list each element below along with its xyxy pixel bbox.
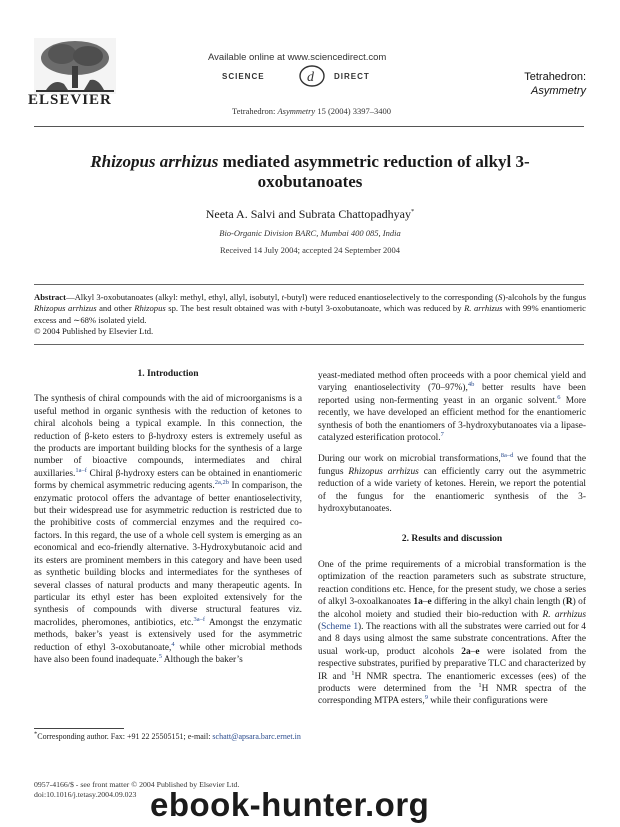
tree-icon [34,38,116,94]
journal-name: Tetrahedron: Asymmetry [524,71,586,97]
ref-link[interactable]: 2a,2b [214,479,229,487]
left-column [34,368,302,675]
abstract-top-divider [34,284,584,285]
ref-link[interactable]: 4b [467,381,475,389]
sd-right-text: DIRECT [334,72,370,81]
ref-link[interactable]: 1a–f [75,466,87,474]
body-paragraph: One of the prime requirements of a microbial transformation is the optimization of the reaction parameters such as substrate structure, reaction conditions etc. Hence, for the present study, we chose a series of alkyl 3-oxoalkanoates 1a–e differing in the alkyl chain length (R) of the alcohol moiety and studied their bio-reduction with R. arrhizus (Scheme 1). The reactions with all the substrates were carried out for 4 and 8 days using almost the same substrate concentrations. After the usual work-up, product alcohols 2a–e were isolated from the respective substrates, purified by preparative TLC and characterized by IR and $^1$H NMR spectra. The enantiomeric excesses (ees) of the products were determined from the $^1$H NMR spectra of the corresponding MTPA esters,$^9$ while their configurations were [318,559,586,707]
body-paragraph: yeast-mediated method often proceeds with a poor chemical yield and varying enantioselectivity (70–97%),$^{4b}$ better results have been reported using non-fermenting yeast in an organic solvent.$^6$ More recently, we have developed an efficient method for the enantiomeric synthesis of both the enantiomers of 3-hydroxybutanoates via a lipase-catalyzed esterification protocol.$^7$ [318,371,586,444]
ref-link[interactable]: 8a–d [500,452,514,460]
right-column [318,370,586,717]
corresponding-author-footnote: *Corresponding author. Fax: +91 22 25505151; e-mail: schatt@apsara.barc.ernet.in [34,730,301,741]
header-divider [34,126,584,127]
doi-line[interactable]: doi:10.1016/j.tetasy.2004.09.023 [34,790,137,799]
publisher-name: ELSEVIER [28,92,112,108]
sd-left-text: SCIENCE [222,72,265,81]
ref-link[interactable]: 9 [424,694,428,702]
sciencedirect-d-icon [298,64,326,88]
ref-link[interactable]: 3a–f [193,615,206,623]
citation-line: Tetrahedron: Asymmetry 15 (2004) 3397–3400 [232,106,391,116]
scheme-link[interactable]: Scheme 1 [321,621,359,632]
body-paragraph: During our work on microbial transformations,$^{8a-d}$ we found that the fungus Rhizopus arrhizus can efficiently carry out the asymmetric reduction of a wide variety of ketones. Herein, we report the potential of the fungus for the enantiomeric synthesis of the 3-hydroxybutanoates. [318,452,586,515]
section-heading-introduction: 1. Introduction [137,369,199,379]
article-title: Rhizopus arrhizus mediated asymmetric reduction of alkyl 3-oxobutanoates [90,152,530,191]
intro-paragraph: The synthesis of chiral compounds with the aid of microorganisms is a useful method in organic synthesis with the reduction of ketones to chiral alcohols being a typical example. In this connection, the reduction of β-keto esters to β-hydroxy esters is extremely useful as the products are important building blocks for the synthesis of a large number of bioactive compounds, intermediates and chiral auxillaries.$^{1a-f}$ Chiral β-hydroxy esters can be obtained in enantiomeric forms by chemical asymmetric reducing agents.$^{2a,2b}$ In comparison, the enzymatic protocol offers the advantage of better enantioselectivity, but their widespread use for asymmetric reduction is restricted due to the prohibitive costs of commercial enzymes and the required co-factors. In this regard, the use of a whole cell system is emerging as an economical and eco-friendly alternative. 3-Hydroxybutanoic acid and its esters are prominent members in this category and have been used as synthetic building blocks and intermediates for the syntheses of several classes of natural products and many therapeutic agents. In particular its ethyl ester has been exploited extensively for the synthesis of compounds with diverse structural features viz. macrolides, pheromones, antibiotics, etc.$^{3a-f}$ Amongst the enzymatic methods, baker’s yeast is extensively used for the asymmetric reduction of ethyl 3-oxobutanoate,$^4$ while other microbial methods have also been found inadequate.$^5$ Although the baker’s [34,394,302,665]
copyright: © 2004 Published by Elsevier Ltd. [34,325,154,336]
ref-link[interactable]: 5 [158,652,162,660]
section-heading-results: 2. Results and discussion [401,534,503,545]
abstract-bottom-divider [34,344,584,345]
svg-text:d: d [307,70,314,85]
issn-line: 0957-4166/$ - see front matter © 2004 Published by Elsevier Ltd. [34,780,240,789]
ref-link[interactable]: 7 [440,430,444,438]
abstract: Abstract—Alkyl 3-oxobutanoates (alkyl: methyl, ethyl, allyl, isobutyl, t-butyl) were reduced enantioselectively to the corresponding (S)-alcohols by the fungus Rhizopus arrhizus and other Rhizopus sp. The best result obtained was with t-butyl 3-oxobutanoate, which was reduced by R. arrhizus with 99% enantiomeric excess and ∼68% isolated yield. © 2004 Published by Elsevier Ltd. [34,292,586,336]
footnote-divider [34,728,124,729]
email-link[interactable]: schatt@apsara.barc.ernet.in [212,732,301,741]
ref-link[interactable]: 4 [171,640,175,648]
author-list: Neeta A. Salvi and Subrata Chattopadhyay* [205,207,415,221]
affiliation: Bio-Organic Division BARC, Mumbai 400 085, India [219,228,401,238]
received-dates: Received 14 July 2004; accepted 24 September 2004 [219,245,401,255]
available-online-text: Available online at www.sciencedirect.com [208,52,387,63]
sciencedirect-logo [222,64,402,90]
ref-link[interactable]: 6 [557,393,561,401]
watermark: ebook-hunter.org [150,786,430,823]
